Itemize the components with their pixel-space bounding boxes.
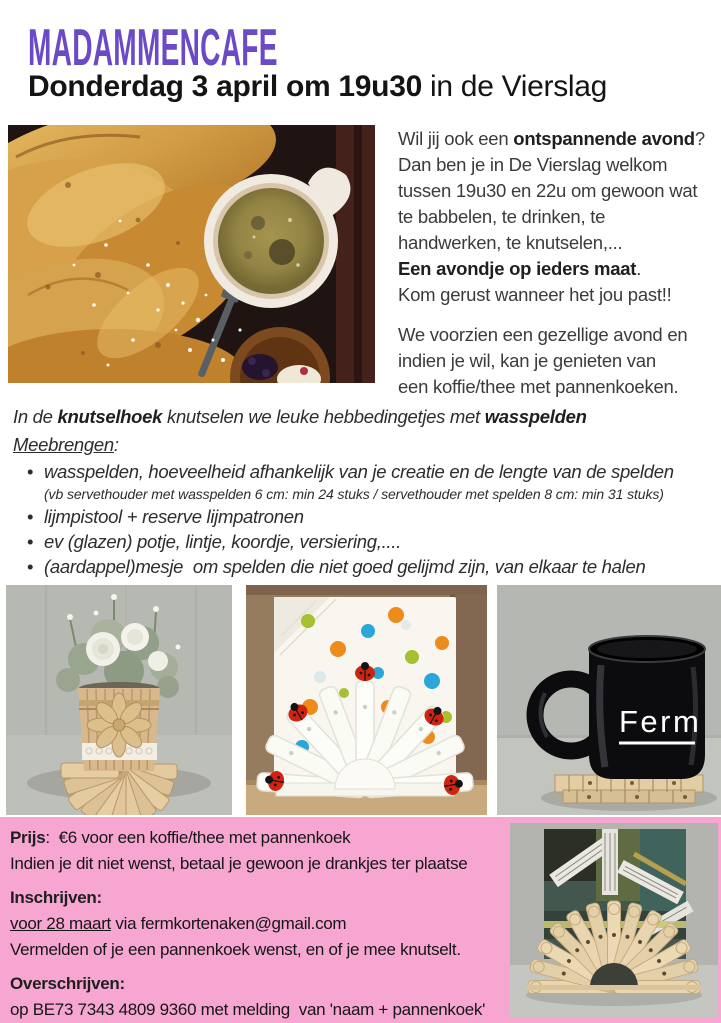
text-line <box>10 877 508 885</box>
text-line: Een avondje op ieders maat. <box>398 258 642 279</box>
text-line: handwerken, te knutselen,... <box>398 232 623 253</box>
text-line: Inschrijven: <box>10 888 102 907</box>
clothespin-flowerpot-photo <box>6 585 232 815</box>
page-title: MADAMMENCAFE <box>28 19 278 77</box>
pancakes-coffee-illustration <box>8 125 375 383</box>
text-line: te babbelen, te drinken, te <box>398 206 606 227</box>
bullet-icon: • <box>27 506 34 527</box>
bullet-line: • wasspelden, hoeveelheid afhankelijk van je creatie en de lengte van de spelden <box>27 461 674 482</box>
napkin-holder-photo <box>246 585 487 815</box>
event-location: in de Vierslag <box>421 70 608 103</box>
bullet-line: • lijmpistool + reserve lijmpatronen <box>27 506 304 527</box>
bullet-line: • (aardappel)mesje om spelden die niet goed gelijmd zijn, van elkaar te halen <box>27 556 646 577</box>
clothespin-fan-illustration <box>510 823 718 1017</box>
clothespin-coaster <box>555 775 703 803</box>
bullet-icon: • <box>27 556 34 577</box>
intro-text <box>398 126 721 400</box>
ferm-mug-photo <box>497 585 721 815</box>
clothespin-fan-photo <box>510 823 718 1017</box>
text-line: Overschrijven: <box>10 974 125 993</box>
text-line: een koffie/thee met pannenkoeken. <box>398 376 679 397</box>
mug-brand-text: Ferm <box>619 704 702 739</box>
event-date-line <box>28 70 607 104</box>
napkin-holder-illustration <box>246 585 487 815</box>
text-line: In de knutselhoek knutselen we leuke hebbedingetjes met wasspelden <box>13 406 587 427</box>
text-line: tussen 19u30 en 22u om gewoon wat <box>398 180 698 201</box>
text-line: indien je wil, kan je genieten van <box>398 350 656 371</box>
pancakes-coffee-photo <box>8 125 375 383</box>
text-line: Kom gerust wanneer het jou past!! <box>398 284 672 305</box>
flowerpot-illustration <box>6 585 232 815</box>
price-and-registration-text <box>10 825 508 1023</box>
info-box <box>0 817 721 1023</box>
text-line: Meebrengen: <box>13 434 119 455</box>
text-line: We voorzien een gezellige avond en <box>398 324 688 345</box>
text-line <box>398 308 721 322</box>
text-line: Prijs: €6 voor een koffie/thee met pannenkoek <box>10 828 351 847</box>
event-date: Donderdag 3 april om 19u30 <box>28 70 422 103</box>
bullet-icon: • <box>27 531 34 552</box>
clothespin-pot <box>78 682 160 771</box>
text-line: Dan ben je in De Vierslag welkom <box>398 154 668 175</box>
ferm-mug-illustration <box>497 585 721 815</box>
text-line: Indien je dit niet wenst, betaal je gewoon je drankjes ter plaatse <box>10 854 468 873</box>
craft-section <box>13 403 721 579</box>
text-line: Wil jij ook een ontspannende avond? <box>398 128 705 149</box>
text-line: voor 28 maart via fermkortenaken@gmail.com <box>10 914 347 933</box>
text-line: Vermelden of je een pannenkoek wenst, en of je mee knutselt. <box>10 940 461 959</box>
text-line: op BE73 7343 4809 9360 met melding van 'naam + pannenkoek' <box>10 1000 486 1019</box>
bullet-icon: • <box>27 461 34 482</box>
bullet-line: • ev (glazen) potje, lintje, koordje, versiering,.... <box>27 531 401 552</box>
text-line: (vb servethouder met wasspelden 6 cm: min 24 stuks / servethouder met spelden 8 cm: min 31 stuks) <box>44 486 664 502</box>
text-line <box>10 963 508 971</box>
